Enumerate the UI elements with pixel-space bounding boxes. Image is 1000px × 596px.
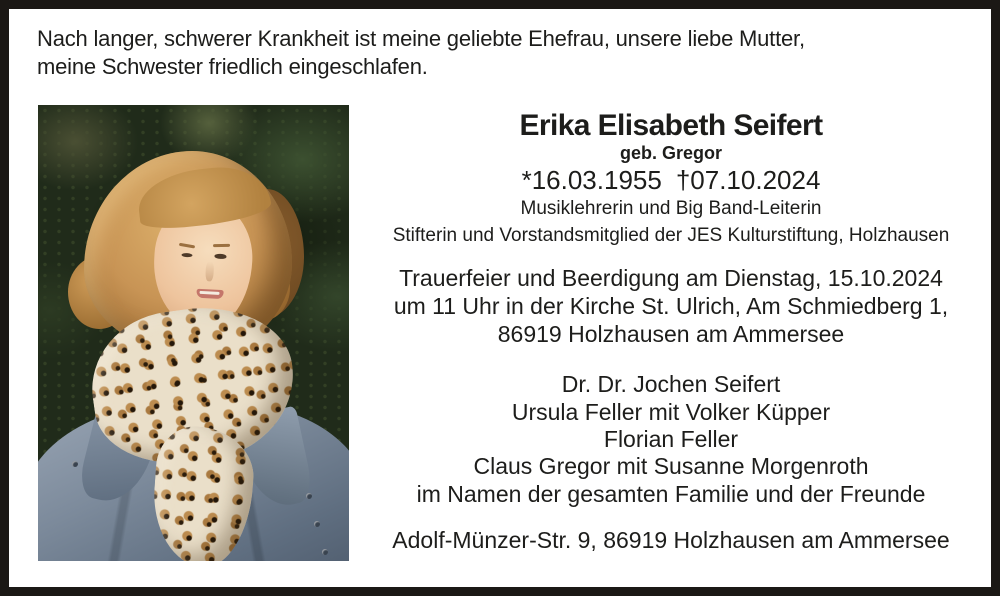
portrait-photo bbox=[38, 105, 349, 561]
deceased-foundation-role: Stifterin und Vorstandsmitglied der JES Kulturstiftung, Holzhausen bbox=[392, 225, 950, 246]
intro-line-1: Nach langer, schwerer Krankheit ist meine geliebte Ehefrau, unsere liebe Mutter, bbox=[37, 26, 805, 51]
mourner-name: Claus Gregor mit Susanne Morgenroth bbox=[473, 453, 869, 479]
deceased-occupation: Musiklehrerin und Big Band-Leiterin bbox=[520, 198, 822, 219]
photo-jacket-rivet bbox=[314, 521, 320, 527]
photo-eye-right bbox=[214, 254, 226, 259]
photo-eyebrow-right bbox=[213, 244, 230, 247]
photo-mouth bbox=[196, 289, 223, 299]
deceased-maiden-name: geb. Gregor bbox=[619, 143, 722, 163]
mourner-name: Dr. Dr. Jochen Seifert bbox=[561, 371, 781, 397]
funeral-line-2: um 11 Uhr in der Kirche St. Ulrich, Am Schmiedberg 1, bbox=[393, 293, 949, 319]
mourners-suffix: im Namen der gesamten Familie und der Freunde bbox=[416, 481, 926, 507]
birth-date: *16.03.1955 bbox=[521, 165, 662, 195]
death-date: †07.10.2024 bbox=[675, 165, 821, 195]
photo-jacket-rivet bbox=[322, 549, 328, 555]
mourner-name: Ursula Feller mit Volker Küpper bbox=[511, 399, 831, 425]
photo-eye-left bbox=[181, 253, 192, 258]
life-dates bbox=[349, 165, 993, 196]
funeral-line-3: 86919 Holzhausen am Ammersee bbox=[497, 321, 845, 347]
photo-eyebrow-left bbox=[179, 243, 195, 249]
funeral-line-1: Trauerfeier und Beerdigung am Dienstag, 15.10.2024 bbox=[399, 265, 943, 291]
photo-jacket-rivet bbox=[72, 461, 78, 467]
photo-nose bbox=[205, 261, 214, 281]
notice-body bbox=[349, 9, 993, 587]
photo-jacket-rivet bbox=[306, 493, 312, 499]
mourner-name: Florian Feller bbox=[603, 426, 739, 452]
deceased-name: Erika Elisabeth Seifert bbox=[519, 109, 823, 142]
intro-line-2: meine Schwester friedlich eingeschlafen. bbox=[37, 54, 428, 79]
address-line: Adolf-Münzer-Str. 9, 86919 Holzhausen am Ammersee bbox=[392, 527, 950, 553]
